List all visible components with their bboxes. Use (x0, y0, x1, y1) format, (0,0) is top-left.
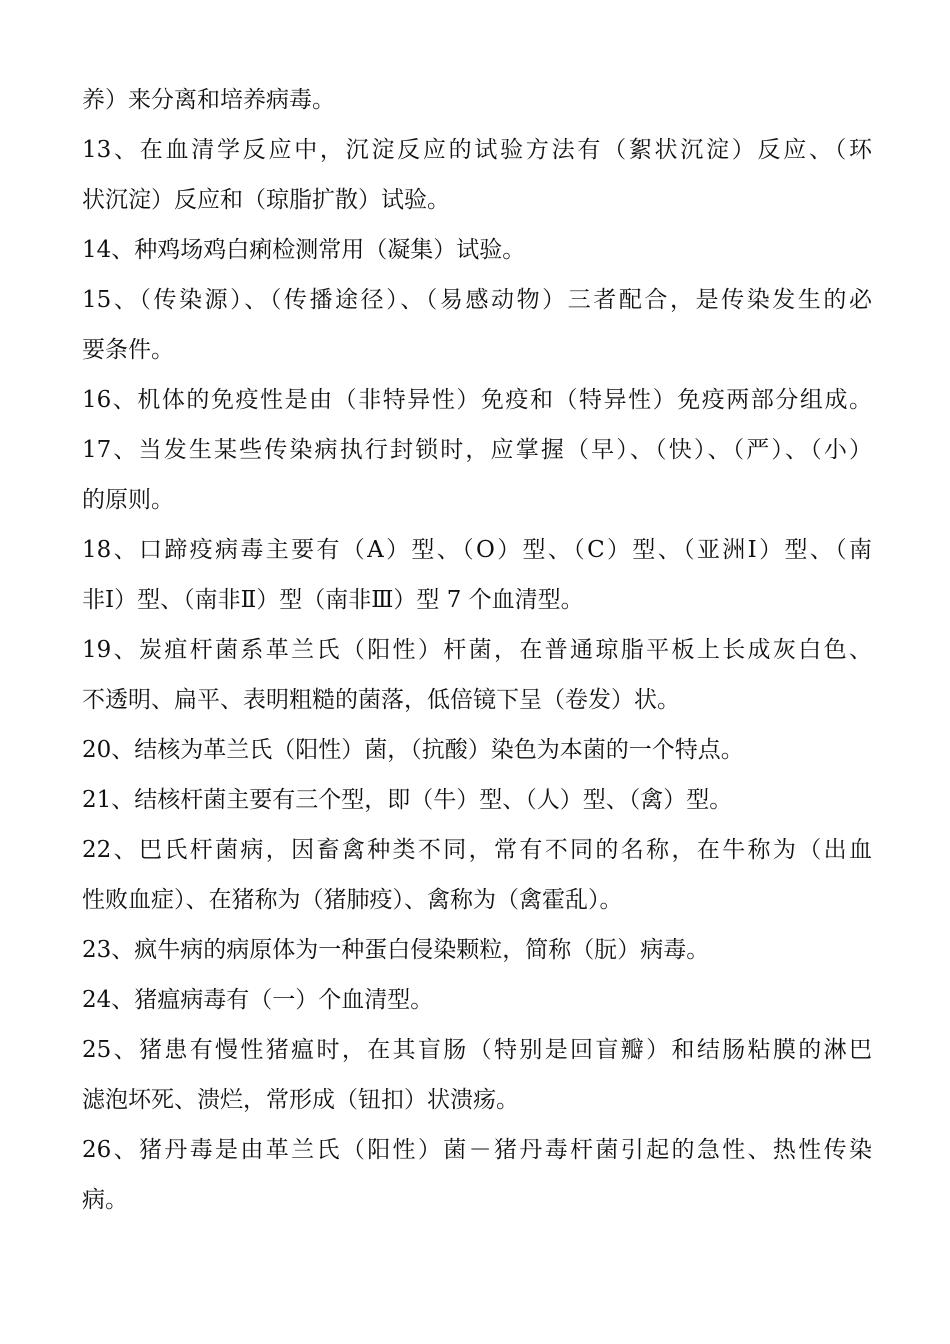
text-line: 非Ⅰ）型、（南非Ⅱ）型（南非Ⅲ）型 7 个血清型。 (82, 587, 584, 613)
text-line: 21、结核杆菌主要有三个型，即（牛）型、（人）型、（禽）型。 (82, 787, 733, 813)
text-line: 14、种鸡场鸡白痢检测常用（凝集）试验。 (82, 237, 526, 263)
text-line: 13、在血清学反应中，沉淀反应的试验方法有（絮状沉淀）反应、（环 (82, 137, 872, 163)
text-line: 17、当发生某些传染病执行封锁时，应掌握（早）、（快）、（严）、（小） (82, 437, 872, 463)
text-line: 性败血症）、在猪称为（猪肺疫）、禽称为（禽霍乱）。 (82, 887, 623, 913)
text-line: 养）来分离和培养病毒。 (82, 87, 335, 113)
text-line: 的原则。 (82, 487, 174, 513)
text-line: 19、炭疽杆菌系革兰氏（阳性）杆菌，在普通琼脂平板上长成灰白色、 (82, 637, 872, 663)
text-line: 15、（传染源）、（传播途径）、（易感动物）三者配合，是传染发生的必 (82, 287, 872, 313)
text-line: 状沉淀）反应和（琼脂扩散）试验。 (82, 187, 450, 213)
text-line: 不透明、扁平、表明粗糙的菌落，低倍镜下呈（卷发）状。 (82, 687, 680, 713)
text-line: 病。 (82, 1187, 128, 1213)
text-line: 26、猪丹毒是由革兰氏（阳性）菌－猪丹毒杆菌引起的急性、热性传染 (82, 1137, 872, 1163)
text-line: 16、机体的免疫性是由（非特异性）免疫和（特异性）免疫两部分组成。 (82, 387, 872, 413)
text-line: 要条件。 (82, 337, 174, 363)
text-line: 24、猪瘟病毒有（一）个血清型。 (82, 987, 434, 1013)
text-line: 20、结核为革兰氏（阳性）菌，（抗酸）染色为本菌的一个特点。 (82, 737, 744, 763)
text-line: 22、巴氏杆菌病，因畜禽种类不同，常有不同的名称，在牛称为（出血 (82, 837, 872, 863)
text-line: 滤泡坏死、溃烂，常形成（钮扣）状溃疡。 (82, 1087, 519, 1113)
text-line: 23、疯牛病的病原体为一种蛋白侵染颗粒，简称（朊）病毒。 (82, 937, 710, 963)
text-line: 18、口蹄疫病毒主要有（A）型、（O）型、（C）型、（亚洲Ⅰ）型、（南 (82, 537, 872, 563)
text-line: 25、猪患有慢性猪瘟时，在其盲肠（特别是回盲瓣）和结肠粘膜的淋巴 (82, 1037, 872, 1063)
